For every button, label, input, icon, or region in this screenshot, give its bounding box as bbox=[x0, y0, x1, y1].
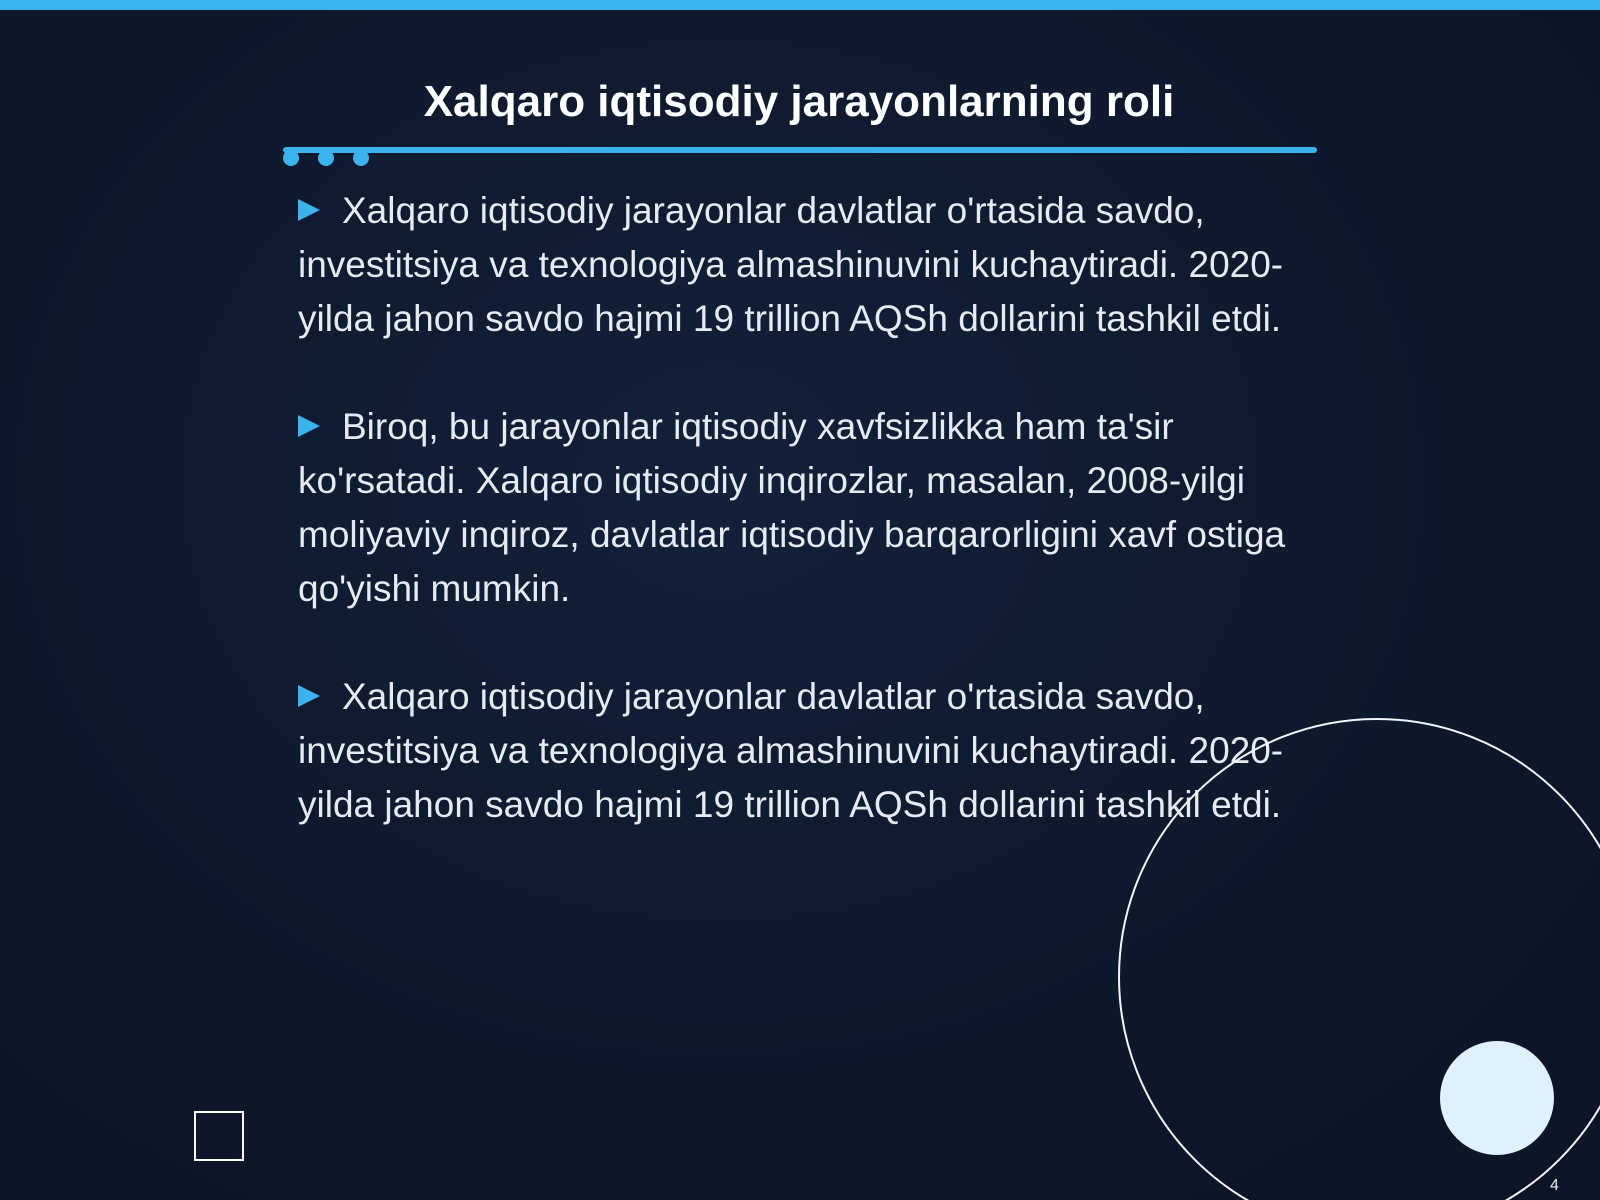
decor-filled-circle bbox=[1440, 1041, 1554, 1155]
decor-dot bbox=[283, 150, 299, 166]
decor-square-outline bbox=[194, 1111, 244, 1161]
decor-dot bbox=[318, 150, 334, 166]
page-number: 4 bbox=[1550, 1177, 1559, 1194]
right-triangle-icon bbox=[298, 199, 320, 221]
bullet-item bbox=[298, 184, 1308, 346]
bullet-item bbox=[298, 670, 1308, 832]
bullet-text: Xalqaro iqtisodiy jarayonlar davlatlar o'rtasida savdo, investitsiya va texnologiya almashinuvini kuchaytiradi. 2020-yilda jahon savdo hajmi 19 trillion AQSh dollarini tashkil etdi. bbox=[298, 676, 1284, 825]
title-underline bbox=[283, 147, 1317, 153]
decor-dot bbox=[353, 150, 369, 166]
slide-title: Xalqaro iqtisodiy jarayonlarning roli bbox=[423, 77, 1175, 126]
bullet-text: Biroq, bu jarayonlar iqtisodiy xavfsizlikka ham ta'sir ko'rsatadi. Xalqaro iqtisodiy inqirozlar, masalan, 2008-yilgi moliyaviy inqiroz, davlatlar iqtisodiy barqarorligini xavf ostiga qo'yishi mumkin. bbox=[298, 406, 1286, 609]
bullet-item bbox=[298, 400, 1308, 616]
right-triangle-icon bbox=[298, 685, 320, 707]
top-accent-bar bbox=[0, 0, 1600, 10]
right-triangle-icon bbox=[298, 415, 320, 437]
bullet-list bbox=[298, 184, 1308, 886]
bullet-text: Xalqaro iqtisodiy jarayonlar davlatlar o'rtasida savdo, investitsiya va texnologiya almashinuvini kuchaytiradi. 2020-yilda jahon savdo hajmi 19 trillion AQSh dollarini tashkil etdi. bbox=[298, 190, 1284, 339]
